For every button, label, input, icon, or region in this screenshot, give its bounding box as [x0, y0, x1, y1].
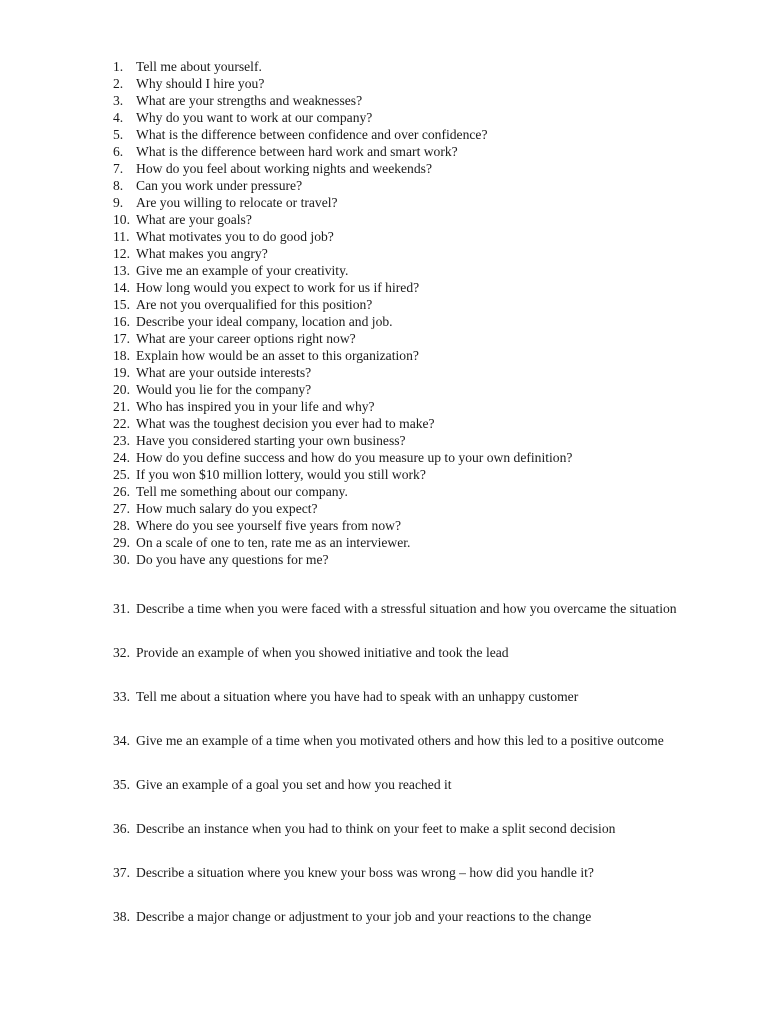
item-text: Describe an instance when you had to think on your feet to make a split second decision	[136, 821, 616, 836]
list-item	[113, 58, 753, 75]
item-text: Describe a situation where you knew your boss was wrong – how did you handle it?	[136, 865, 594, 880]
list-item	[113, 75, 753, 92]
item-text: What motivates you to do good job?	[136, 229, 334, 244]
item-number: 14.	[113, 280, 130, 295]
item-number: 25.	[113, 467, 130, 482]
list-item	[113, 330, 753, 347]
list-item	[113, 819, 763, 863]
list-item	[113, 500, 753, 517]
item-text: Describe your ideal company, location and job.	[136, 314, 393, 329]
item-text: Who has inspired you in your life and why?	[136, 399, 375, 414]
item-number: 37.	[113, 865, 130, 880]
list-item	[113, 109, 753, 126]
item-number: 9.	[113, 195, 124, 210]
item-number: 12.	[113, 246, 130, 261]
item-text: What was the toughest decision you ever had to make?	[136, 416, 435, 431]
item-number: 7.	[113, 161, 124, 176]
item-number: 38.	[113, 909, 130, 924]
list-item	[113, 466, 753, 483]
list-item	[113, 517, 753, 534]
list-item	[113, 313, 753, 330]
item-text: Can you work under pressure?	[136, 178, 303, 193]
item-text: Give me an example of a time when you motivated others and how this led to a positive outcome	[136, 733, 664, 748]
item-text: Are not you overqualified for this position?	[136, 297, 373, 312]
item-number: 15.	[113, 297, 130, 312]
list-item	[113, 432, 753, 449]
item-text: Explain how would be an asset to this organization?	[136, 348, 419, 363]
item-number: 5.	[113, 127, 124, 142]
item-text: What makes you angry?	[136, 246, 268, 261]
list-item	[113, 907, 763, 951]
question-list-behavioral	[113, 599, 763, 951]
list-item	[113, 687, 763, 731]
item-text: How do you define success and how do you measure up to your own definition?	[136, 450, 573, 465]
item-number: 19.	[113, 365, 130, 380]
item-number: 11.	[113, 229, 130, 244]
item-number: 33.	[113, 689, 130, 704]
item-number: 23.	[113, 433, 130, 448]
list-item	[113, 534, 753, 551]
item-text: Would you lie for the company?	[136, 382, 312, 397]
list-item	[113, 551, 753, 568]
list-item	[113, 398, 753, 415]
item-number: 22.	[113, 416, 130, 431]
item-number: 35.	[113, 777, 130, 792]
item-number: 24.	[113, 450, 130, 465]
item-number: 20.	[113, 382, 130, 397]
item-number: 3.	[113, 93, 124, 108]
item-number: 2.	[113, 76, 124, 91]
item-number: 13.	[113, 263, 130, 278]
item-text: Describe a time when you were faced with a stressful situation and how you overcame the situation	[136, 601, 677, 616]
question-list-short	[113, 58, 753, 568]
item-text: What are your strengths and weaknesses?	[136, 93, 363, 108]
item-number: 27.	[113, 501, 130, 516]
list-item	[113, 599, 763, 643]
list-item	[113, 194, 753, 211]
list-item	[113, 731, 763, 775]
item-number: 28.	[113, 518, 130, 533]
item-text: What is the difference between hard work and smart work?	[136, 144, 458, 159]
item-text: What is the difference between confidence and over confidence?	[136, 127, 488, 142]
item-text: Tell me about yourself.	[136, 59, 262, 74]
item-number: 31.	[113, 601, 130, 616]
list-item	[113, 211, 753, 228]
item-text: Tell me something about our company.	[136, 484, 348, 499]
item-number: 34.	[113, 733, 130, 748]
item-number: 26.	[113, 484, 130, 499]
item-number: 6.	[113, 144, 124, 159]
item-text: Where do you see yourself five years from now?	[136, 518, 401, 533]
item-text: Why do you want to work at our company?	[136, 110, 373, 125]
item-text: Do you have any questions for me?	[136, 552, 329, 567]
item-number: 10.	[113, 212, 130, 227]
list-item	[113, 863, 763, 907]
list-item	[113, 449, 753, 466]
item-text: How long would you expect to work for us if hired?	[136, 280, 420, 295]
item-text: Why should I hire you?	[136, 76, 265, 91]
list-item	[113, 228, 753, 245]
list-item	[113, 775, 763, 819]
list-item	[113, 643, 763, 687]
list-item	[113, 126, 753, 143]
item-text: Give me an example of your creativity.	[136, 263, 349, 278]
list-item	[113, 262, 753, 279]
item-text: If you won $10 million lottery, would you still work?	[136, 467, 426, 482]
item-number: 8.	[113, 178, 124, 193]
item-text: Tell me about a situation where you have had to speak with an unhappy customer	[136, 689, 579, 704]
item-number: 30.	[113, 552, 130, 567]
list-item	[113, 143, 753, 160]
item-text: What are your career options right now?	[136, 331, 356, 346]
item-text: Are you willing to relocate or travel?	[136, 195, 338, 210]
list-item	[113, 245, 753, 262]
list-item	[113, 415, 753, 432]
list-item	[113, 364, 753, 381]
item-text: What are your outside interests?	[136, 365, 312, 380]
list-item	[113, 92, 753, 109]
item-text: Describe a major change or adjustment to your job and your reactions to the change	[136, 909, 592, 924]
list-item	[113, 279, 753, 296]
item-text: On a scale of one to ten, rate me as an interviewer.	[136, 535, 411, 550]
list-item	[113, 177, 753, 194]
item-number: 1.	[113, 59, 124, 74]
item-text: How do you feel about working nights and weekends?	[136, 161, 432, 176]
list-item	[113, 160, 753, 177]
item-number: 17.	[113, 331, 130, 346]
item-number: 36.	[113, 821, 130, 836]
item-number: 32.	[113, 645, 130, 660]
item-number: 4.	[113, 110, 124, 125]
list-item	[113, 347, 753, 364]
item-number: 18.	[113, 348, 130, 363]
item-text: Give an example of a goal you set and how you reached it	[136, 777, 452, 792]
item-text: Provide an example of when you showed initiative and took the lead	[136, 645, 509, 660]
list-item	[113, 381, 753, 398]
item-text: How much salary do you expect?	[136, 501, 318, 516]
item-text: Have you considered starting your own business?	[136, 433, 406, 448]
item-number: 21.	[113, 399, 130, 414]
item-number: 16.	[113, 314, 130, 329]
list-item	[113, 483, 753, 500]
item-number: 29.	[113, 535, 130, 550]
list-item	[113, 296, 753, 313]
item-text: What are your goals?	[136, 212, 252, 227]
